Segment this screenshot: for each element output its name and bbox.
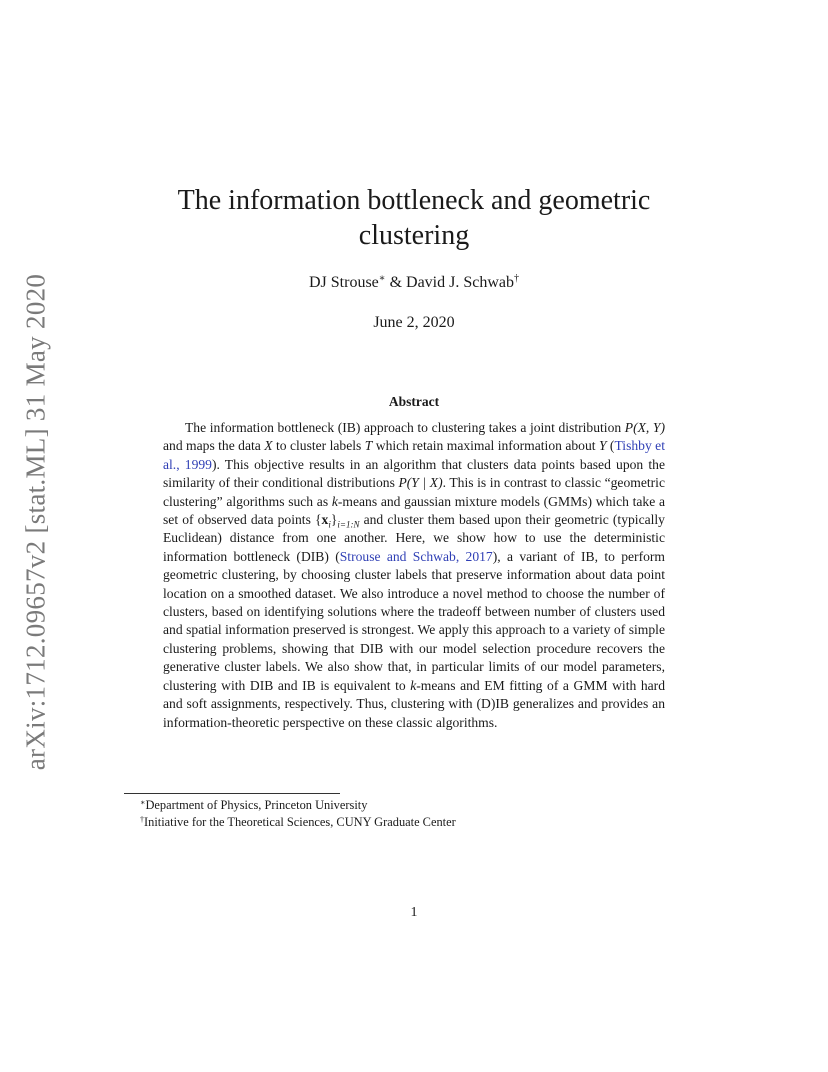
math-py-given-x: P(Y | X) xyxy=(398,475,443,491)
abstract-text: ). This objective results in an algorithm that clusters data points based upon the similarity of their conditional distributions xyxy=(163,456,665,491)
footnote-divider xyxy=(124,793,340,794)
abstract-text: ( xyxy=(606,438,615,454)
abstract-text: to cluster labels xyxy=(272,438,365,454)
abstract-text: . This is in contrast to classic “geometric clustering” algorithms such as xyxy=(163,475,665,509)
math-k: k xyxy=(331,493,338,509)
page-number: 1 xyxy=(410,905,418,920)
arxiv-sidebar xyxy=(16,270,56,774)
footnote-mark: ∗ xyxy=(140,798,146,807)
abstract-body xyxy=(163,419,665,732)
author-strouse: DJ Strouse xyxy=(308,274,379,291)
math-y: Y xyxy=(598,438,607,454)
math-bold-x: x xyxy=(321,512,329,528)
math-data-set xyxy=(315,512,360,530)
author-schwab: David J. Schwab xyxy=(406,274,514,291)
citation-link-tishby[interactable]: Tishby et al., 1999 xyxy=(163,438,665,472)
footnote-affiliation-2 xyxy=(140,814,700,831)
arxiv-identifier: arXiv:1712.09657v2 [stat.ML] 31 May 2020 xyxy=(20,273,51,771)
abstract-text: and cluster them based upon their geometric (typically Euclidean) distance from one another. Here, we show how to use the deterministic information bottleneck (DIB) ( xyxy=(163,512,665,564)
author-strouse-mark: ∗ xyxy=(378,273,386,284)
math-sub-range: i=1:N xyxy=(337,519,360,530)
abstract-text: ), a variant of IB, to perform geometric clustering, by choosing cluster labels that preserve information about data point location on a smoothed dataset. We also introduce a novel method to choose the number of clusters, based on identifying solutions where the tradeoff between number of clusters used and spatial information preserved is strongest. We apply this approach to a variety of simple clustering problems, showing that DIB with our model selection procedure recovers the generative cluster labels. We also show that, in particular limits of our model parameters, clustering with DIB and IB is equivalent to xyxy=(163,548,666,693)
footnote-mark: † xyxy=(140,814,144,824)
author-separator: & xyxy=(385,274,407,291)
author-schwab-mark: † xyxy=(514,273,519,284)
footnote-text: Department of Physics, Princeton University xyxy=(145,798,368,812)
footnote-text: Initiative for the Theoretical Sciences, CUNY Graduate Center xyxy=(144,814,456,829)
footnote-affiliation-1 xyxy=(140,797,700,814)
abstract-text: which retain maximal information about xyxy=(372,438,599,454)
abstract-text: and maps the data xyxy=(163,438,265,454)
math-brace-open: { xyxy=(315,512,322,528)
paper-title xyxy=(150,183,678,253)
abstract-text: The information bottleneck (IB) approach to clustering takes a joint distribution xyxy=(185,420,625,435)
math-k: k xyxy=(410,677,417,693)
abstract-text: -means and EM fitting of a GMM with hard and soft assignments, respectively. Thus, clustering with (D)IB generalizes and provides an information-theoretic perspective on these classic algorithms. xyxy=(163,677,665,730)
math-t: T xyxy=(364,438,373,454)
math-brace-close: } xyxy=(330,512,338,528)
citation-link-strouse[interactable]: Strouse and Schwab, 2017 xyxy=(339,548,493,564)
math-x: X xyxy=(264,438,273,454)
abstract-heading: Abstract xyxy=(388,394,440,409)
math-sub-i: i xyxy=(328,519,331,530)
footnotes xyxy=(140,797,700,830)
author-list xyxy=(150,274,678,292)
paper-date: June 2, 2020 xyxy=(373,314,455,331)
math-pxy: P(X, Y) xyxy=(624,420,665,435)
abstract-text: -means and gaussian mixture models (GMMs) which take a set of observed data points xyxy=(163,493,665,528)
title-line-2: clustering xyxy=(358,220,470,251)
title-line-1: The information bottleneck and geometric xyxy=(177,185,651,216)
